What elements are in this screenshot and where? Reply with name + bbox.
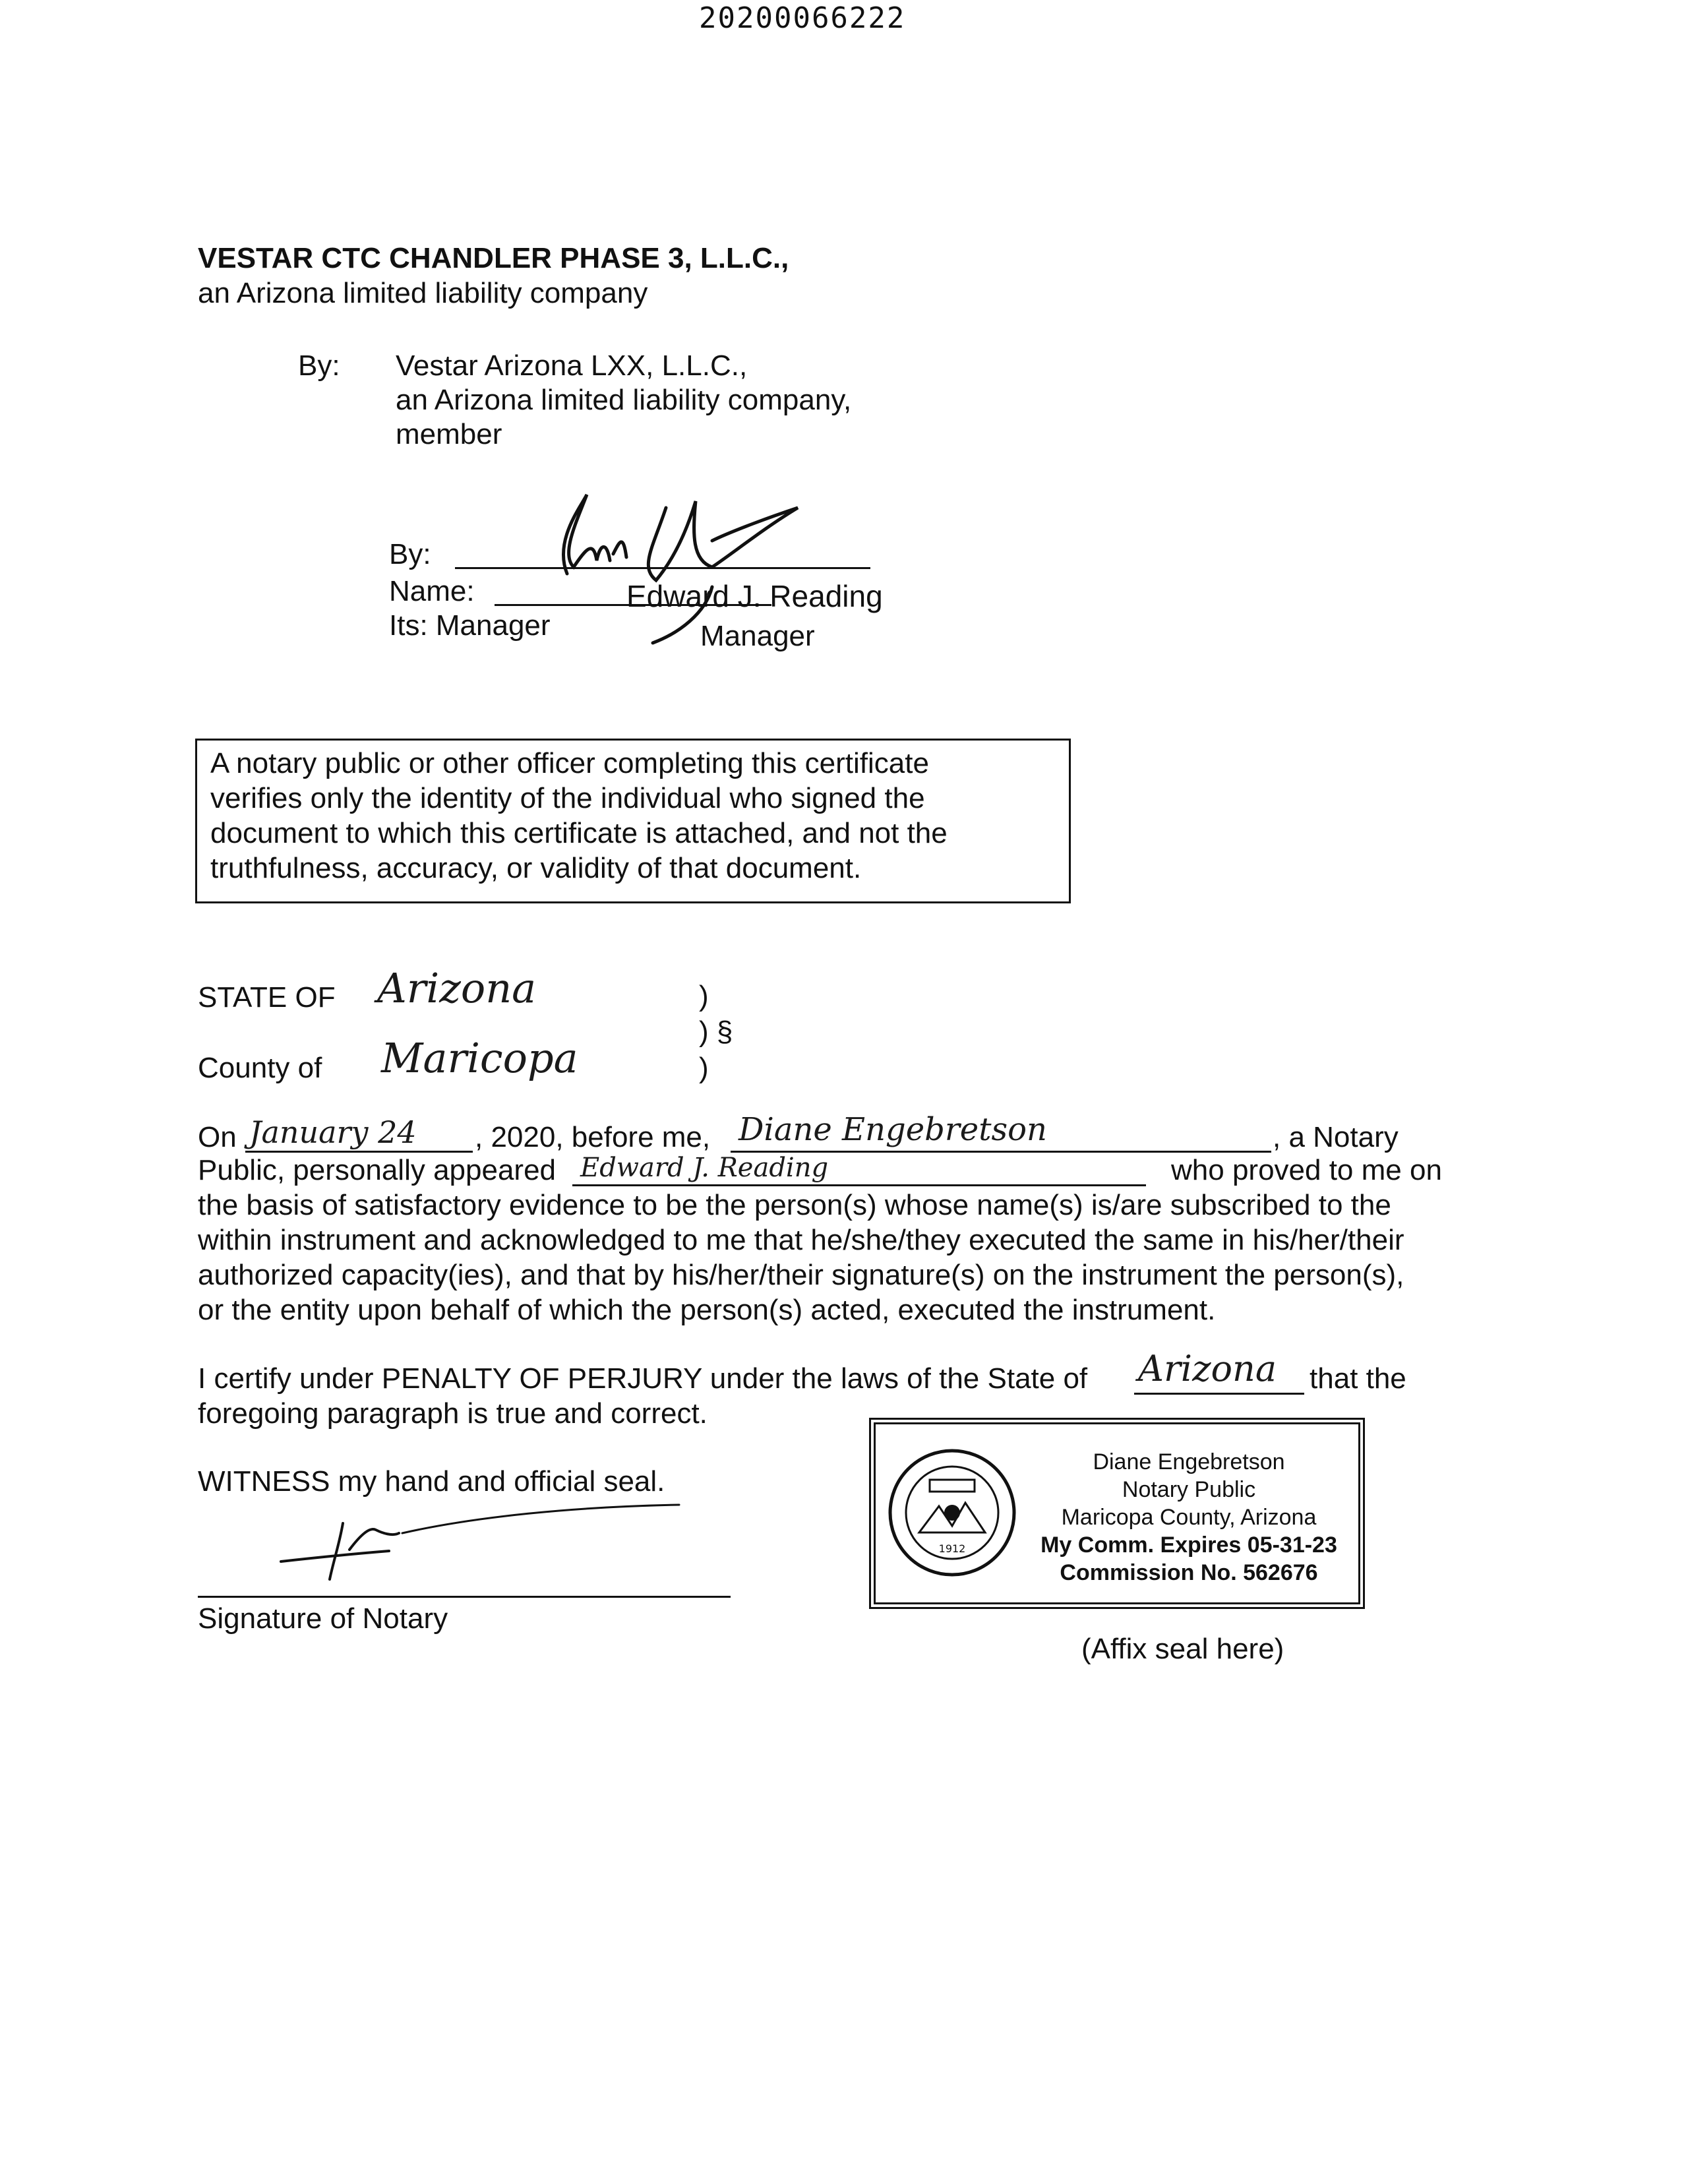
entity-name: VESTAR CTC CHANDLER PHASE 3, L.L.C., — [198, 242, 789, 274]
notice-line: A notary public or other officer completing this certificate — [210, 747, 929, 779]
stamp-line: Commission No. 562676 — [1060, 1560, 1318, 1585]
ack-line: the basis of satisfactory evidence to be the person(s) whose name(s) is/are subscribed to the — [198, 1189, 1391, 1221]
cert-state-line — [1134, 1393, 1304, 1395]
manager-signature — [514, 481, 884, 653]
stamp-line: Maricopa County, Arizona — [1061, 1505, 1317, 1530]
signer-title: Manager — [700, 620, 815, 652]
signer-line — [572, 1184, 1146, 1186]
ack-line: authorized capacity(ies), and that by his/her/their signature(s) on the instrument the person(s), — [198, 1259, 1404, 1291]
by2-label: By: — [389, 538, 431, 570]
witness-text: WITNESS my hand and official seal. — [198, 1465, 665, 1498]
who-proved-text: who proved to me on — [1171, 1154, 1442, 1186]
seal-year: 1912 — [938, 1542, 966, 1555]
notary-name-handwritten: Diane Engebretson — [738, 1111, 1047, 1148]
venue-paren: ) — [699, 1052, 709, 1084]
name-label: Name: — [389, 575, 475, 607]
date-line — [245, 1151, 473, 1153]
certify-text: I certify under PENALTY OF PERJURY under the laws of the State of — [198, 1362, 1088, 1395]
venue-paren: ) — [699, 980, 709, 1012]
member-name: Vestar Arizona LXX, L.L.C., — [396, 349, 748, 382]
signer-handwritten: Edward J. Reading — [580, 1153, 829, 1183]
state-handwritten: Arizona — [377, 964, 537, 1012]
year-text: , 2020, before me, — [475, 1121, 711, 1153]
venue-paren-section: ) § — [699, 1016, 733, 1048]
document-number: 20200066222 — [699, 1, 906, 35]
its-label: Its: Manager — [389, 609, 551, 642]
member-description: an Arizona limited liability company, — [396, 384, 852, 416]
county-label: County of — [198, 1052, 322, 1084]
notice-line: truthfulness, accuracy, or validity of that document. — [210, 852, 862, 884]
certify-line2: foregoing paragraph is true and correct. — [198, 1397, 708, 1430]
stamp-line: Diane Engebretson — [1093, 1449, 1285, 1474]
on-label: On — [198, 1121, 237, 1153]
public-appeared-text: Public, personally appeared — [198, 1154, 557, 1186]
stamp-line: Notary Public — [1122, 1477, 1256, 1502]
cert-state-handwritten: Arizona — [1138, 1348, 1277, 1389]
signature-of-notary-label: Signature of Notary — [198, 1602, 448, 1635]
stamp-lines — [1034, 1448, 1344, 1587]
affix-seal-label: (Affix seal here) — [1081, 1633, 1284, 1665]
notary-signature — [277, 1497, 686, 1583]
notary-signature-line — [198, 1596, 731, 1598]
state-label: STATE OF — [198, 981, 336, 1014]
member-role: member — [396, 418, 502, 450]
entity-description: an Arizona limited liability company — [198, 277, 648, 309]
by-label: By: — [298, 349, 340, 382]
ack-line: or the entity upon behalf of which the person(s) acted, executed the instrument. — [198, 1294, 1216, 1326]
ack-line: within instrument and acknowledged to me that he/she/they executed the same in his/her/their — [198, 1224, 1404, 1256]
state-seal-icon — [886, 1447, 1018, 1579]
notary-stamp — [869, 1418, 1365, 1609]
date-handwritten: January 24 — [249, 1114, 417, 1150]
county-handwritten: Maricopa — [381, 1034, 578, 1082]
a-notary-text: , a Notary — [1273, 1121, 1399, 1153]
that-the-text: that the — [1310, 1362, 1406, 1395]
stamp-line: My Comm. Expires 05-31-23 — [1040, 1532, 1337, 1558]
notice-box — [195, 739, 1071, 903]
signer-name: Edward J. Reading — [626, 579, 883, 613]
notice-line: verifies only the identity of the individual who signed the — [210, 782, 925, 814]
notice-line: document to which this certificate is attached, and not the — [210, 817, 948, 849]
